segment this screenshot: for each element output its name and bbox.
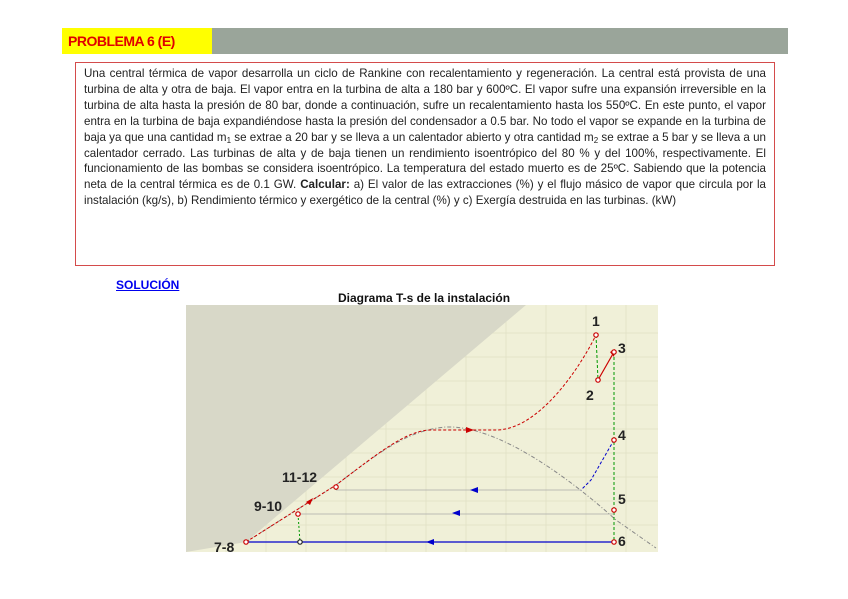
ts-diagram-svg	[186, 305, 658, 552]
label-point-3: 3	[618, 340, 626, 356]
ts-diagram	[186, 305, 658, 557]
label-point-4: 4	[618, 427, 626, 443]
point-7-8	[244, 540, 248, 544]
point-9-10	[296, 512, 300, 516]
label-point-11-12: 11-12	[282, 469, 318, 485]
solution-link[interactable]: SOLUCIÓN	[116, 278, 180, 292]
point-3	[612, 350, 616, 354]
point-2	[596, 378, 600, 382]
problem-statement	[75, 62, 775, 266]
point-11-12	[334, 485, 338, 489]
problem-title: PROBLEMA 6 (E)	[62, 28, 212, 54]
point-4	[612, 438, 616, 442]
label-point-6: 6	[618, 533, 626, 549]
label-point-7-8: 7-8	[214, 539, 235, 555]
point-6	[612, 540, 616, 544]
point-5	[612, 508, 616, 512]
label-point-5: 5	[618, 491, 626, 507]
header-bar	[62, 28, 788, 54]
label-point-1: 1	[592, 313, 600, 329]
point-1	[594, 333, 598, 337]
label-point-2: 2	[586, 387, 594, 403]
label-point-9-10: 9-10	[254, 498, 283, 514]
point-pump	[298, 540, 302, 544]
statement-text: Una central térmica de vapor desarrolla un ciclo de Rankine con recalentamiento y regeneración. La central está provista de una turbina de alta y otra de baja. El vapor entra en la turbina de alta a 180 bar y 600ºC. El vapor sufre una expansión irreversible en la turbina de alta hasta la presión de 80 bar, donde a continuación, sufre un recalentamiento hasta los 550ºC. En este punto, el vapor entra en la turbina de baja expandiéndose hasta la presión del condensador a 0.5 bar. No todo el vapor se expande en la turbina de baja ya que una cantidad $m_1$ se extrae a 20 bar y se lleva a un calentador abierto y otra cantidad $m_2$ se extrae a 5 bar y se lleva a un calentador cerrado. Las turbinas de alta y de baja tienen un rendimiento isoentrópico del 80 % y del 100%, respectivamente. El funcionamiento de las bombas se considera isoentrópico. La temperatura del estado muerto es de 25ºC. Sabiendo que la potencia neta de la central térmica es de 0.1 GW. Calcular: a) El valor de las extracciones (%) y el flujo másico de vapor que circula por la instalación (kg/s), b) Rendimiento térmico y exergético de la central (%) y c) Exergía destruida en las turbinas. (kW)	[84, 67, 766, 208]
calc-label: Calcular:	[300, 178, 350, 192]
diagram-title: Diagrama T-s de la instalación	[337, 291, 511, 305]
